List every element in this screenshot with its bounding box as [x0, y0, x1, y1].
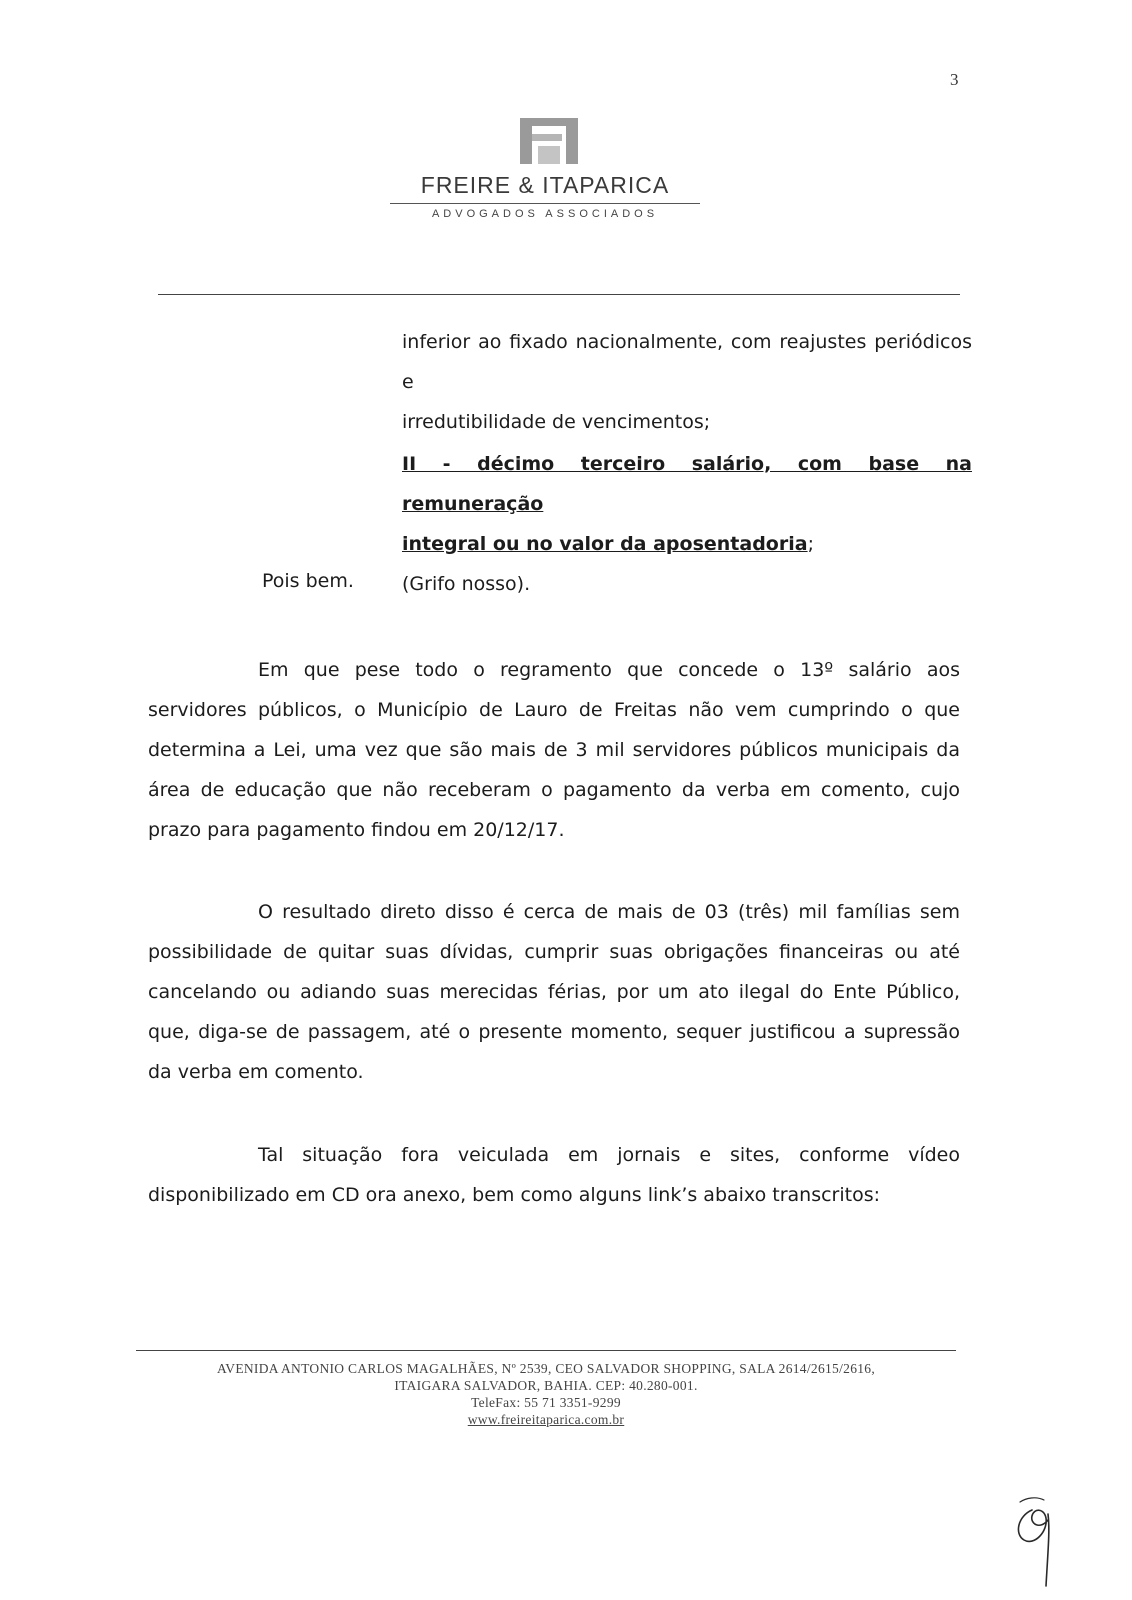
- body-paragraph-1: [148, 650, 960, 850]
- body-paragraph-3: [148, 1135, 960, 1215]
- footer-phone: TeleFax: 55 71 3351-9299: [471, 1395, 621, 1410]
- firm-logo-icon: [500, 118, 590, 168]
- quote-note: (Grifo nosso).: [402, 573, 531, 595]
- handwritten-initials-icon: [1010, 1490, 1080, 1590]
- firm-name: FREIRE & ITAPARICA: [390, 172, 700, 204]
- letterhead: [390, 118, 700, 220]
- body-paragraph-2: [148, 892, 960, 1092]
- footer-address-line-1: AVENIDA ANTONIO CARLOS MAGALHÃES, Nº 2539, CEO SALVADOR SHOPPING, SALA 2614/2615/2616,: [216, 1361, 876, 1376]
- firm-subtitle: ADVOGADOS ASSOCIADOS: [431, 208, 659, 220]
- paragraph-2-text: O resultado direto disso é cerca de mais de 03 (três) mil famílias sem possibilidade de quitar suas dívidas, cumprir suas obrigações financeiras ou até cancelando ou adiando suas merecidas férias, por um ato ilegal do Ente Público, que, diga-se de passagem, até o presente momento, sequer justificou a supressão da verba em comento.: [148, 901, 960, 1083]
- quote-line-1: inferior ao fixado nacionalmente, com reajustes periódicos e: [402, 331, 972, 393]
- quote-item-end: ;: [807, 533, 814, 555]
- quote-item-line-2-text: integral ou no valor da aposentadoria: [402, 533, 808, 555]
- quote-item-line-2: [402, 524, 972, 564]
- footer-address-line-2: ITAIGARA SALVADOR, BAHIA. CEP: 40.280-001.: [394, 1378, 698, 1393]
- paragraph-1-text: Em que pese todo o regramento que concede o 13º salário aos servidores públicos, o Município de Lauro de Freitas não vem cumprindo o que determina a Lei, uma vez que são mais de 3 mil servidores públicos municipais da área de educação que não receberam o pagamento da verba em comento, cujo prazo para pagamento findou em 20/12/17.: [148, 659, 960, 841]
- quote-item-line-1-text: II - décimo terceiro salário, com base na remuneração: [402, 453, 972, 515]
- legal-quote: [402, 322, 972, 604]
- footer-divider: [136, 1350, 956, 1351]
- quote-line-2: irredutibilidade de vencimentos;: [402, 411, 711, 433]
- pois-bem-line: Pois bem.: [262, 570, 354, 592]
- footer: [136, 1360, 956, 1428]
- page-number: 3: [950, 70, 959, 89]
- header-divider: [158, 294, 960, 295]
- footer-website: www.freireitaparica.com.br: [467, 1412, 625, 1427]
- quote-item-line-1: [402, 444, 972, 524]
- paragraph-3-text: Tal situação fora veiculada em jornais e sites, conforme vídeo disponibilizado em CD ora anexo, bem como alguns link’s abaixo transcritos:: [148, 1144, 960, 1206]
